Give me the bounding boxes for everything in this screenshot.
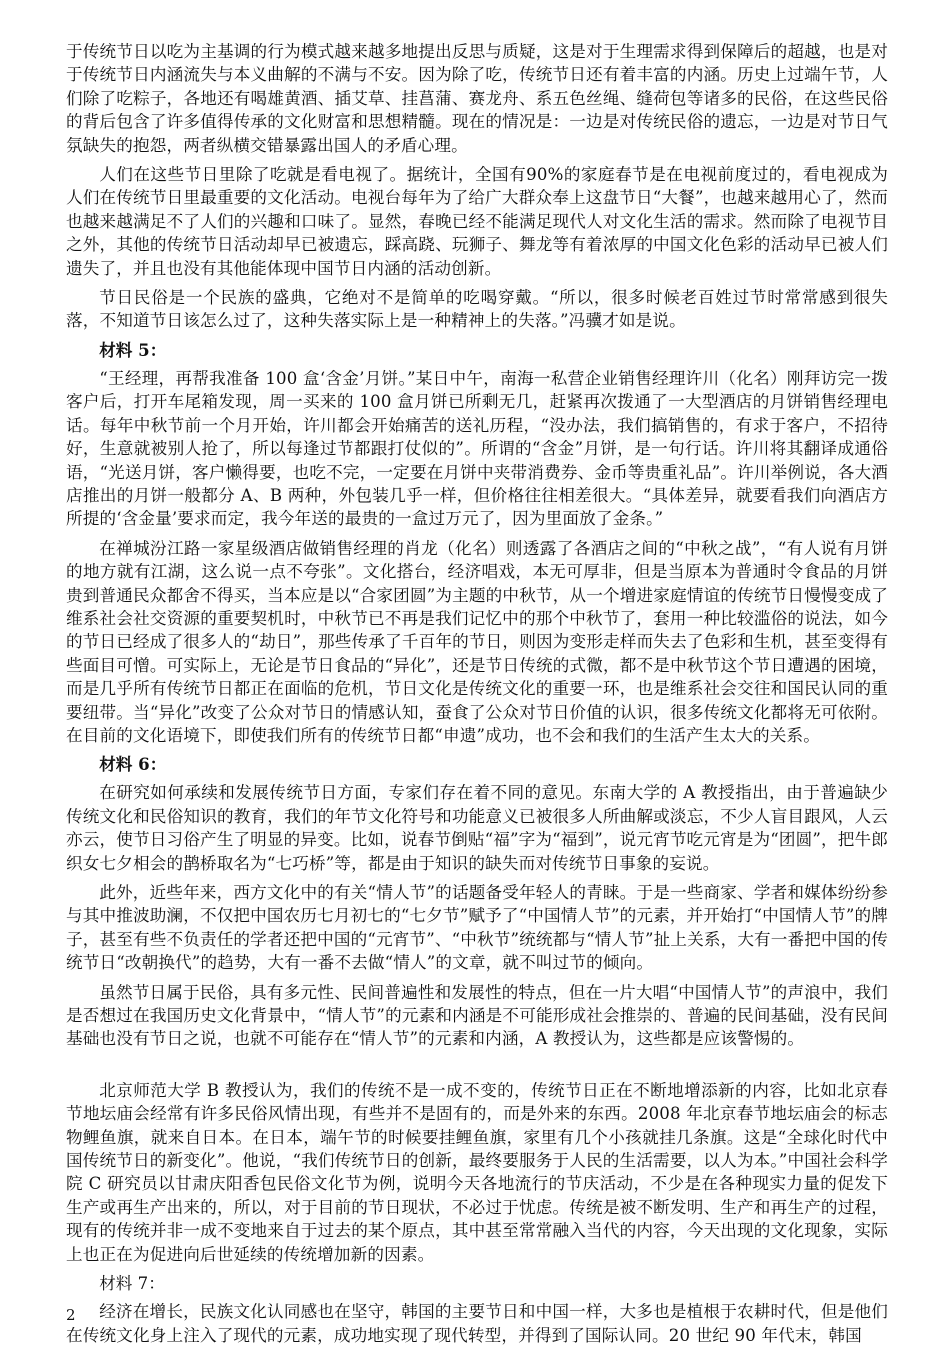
paragraph: 经济在增长，民族文化认同感也在坚守，韩国的主要节日和中国一样，大多也是植根于农耕时代，但是他们在传统文化身上注入了现代的元素，成功地实现了现代转型，并得到了国际认同。20 世纪 90 年代末，韩国	[66, 1302, 888, 1345]
material-6-heading: 材料 6：	[99, 754, 167, 775]
paragraph: 此外，近些年来，西方文化中的有关“情人节”的话题备受年轻人的青睐。于是一些商家、学者和媒体纷纷参与其中推波助澜，不仅把中国农历七月初七的“七夕节”赋予了“中国情人节”的元素，并开始打“中国情人节”的牌子，甚至有些不负责任的学者还把中国的“元宵节”、“中秋节”统统都与“情人节”扯上关系，大有一番把中国的传统节日“改朝换代”的趋势，大有一番不去做“情人”的文章，就不叫过节的倾向。	[66, 883, 889, 973]
paragraph: 节日民俗是一个民族的盛典，它绝对不是简单的吃喝穿戴。“所以，很多时候老百姓过节时常常感到很失落，不知道节日该怎么过了，这种失落实际上是一种精神上的失落。”冯骥才如是说。	[66, 288, 888, 331]
paragraph: 于传统节日以吃为主基调的行为模式越来越多地提出反思与质疑，这是对于生理需求得到保障后的超越，也是对于传统节日内涵流失与本义曲解的不满与不安。因为除了吃，传统节日还有着丰富的内涵。历史上过端午节，人们除了吃粽子，各地还有喝雄黄酒、插艾草、挂菖蒲、赛龙舟、系五色丝绳、缝荷包等诸多的民俗，在这些民俗的背后包含了许多值得传承的文化财富和思想精髓。现在的情况是：一边是对传统民俗的遗忘，一边是对节日气氛缺失的抱怨，两者纵横交错暴露出国人的矛盾心理。	[66, 42, 888, 155]
paragraph: 在禅城汾江路一家星级酒店做销售经理的肖龙（化名）则透露了各酒店之间的“中秋之战”，“有人说有月饼的地方就有江湖，这么说一点不夸张”。文化搭台，经济唱戏，本无可厚非，但是当原本为普通时令食品的月饼贵到普通民众都舍不得买，当本应是以“合家团圆”为主题的中秋节，从一个增进家庭情谊的传统节日慢慢变成了维系社会社交资源的重要契机时，中秋节已不再是我们记忆中的那个中秋节了，套用一种比较滥俗的说法，如今的节日已经成了很多人的“劫日”，那些传承了千百年的节日，则因为变形走样而失去了色彩和生机，甚至变得有些面目可憎。可实际上，无论是节日食品的“异化”，还是节日传统的式微，都不是中秋节这个节日遭遇的困境，而是几乎所有传统节日都正在面临的危机，节日文化是传统文化的重要一环，也是维系社会交往和国民认同的重要纽带。当“异化”改变了公众对节日的情感认知，蚕食了公众对节日价值的认识，很多传统文化都将无可依附。在目前的文化语境下，即使我们所有的传统节日都“申遗”成功，也不会和我们的生活产生太大的关系。	[66, 538, 888, 745]
material-5-heading: 材料 5：	[99, 339, 167, 360]
page-number: 2	[66, 1306, 76, 1324]
paragraph: 人们在这些节日里除了吃就是看电视了。据统计，全国有90%的家庭春节是在电视前度过的，看电视成为人们在传统节日里最重要的文化活动。电视台每年为了给广大群众奉上这盘节日“大餐”，也越来越用心了，然而也越来越满足不了人们的兴趣和口味了。显然，春晚已经不能满足现代人对文化生活的需求。然而除了电视节目之外，其他的传统节日活动却早已被遗忘，踩高跷、玩狮子、舞龙等有着浓厚的中国文化色彩的活动早已被人们遗失了，并且也没有其他能体现中国节日内涵的活动创新。	[66, 165, 888, 278]
document-page	[66, 40, 888, 1353]
paragraph: 在研究如何承续和发展传统节日方面，专家们存在着不同的意见。东南大学的 A 教授指出，由于普遍缺少传统文化和民俗知识的教育，我们的年节文化符号和功能意义已被很多人所曲解或淡忘，不少人盲目跟风，人云亦云，使节日习俗产生了明显的异变。比如，说春节倒贴“福”字为“福到”，说元宵节吃元宵是为“团圆”，把牛郎织女七夕相会的鹊桥取名为“七巧桥”等，都是由于知识的缺失而对传统节日事象的妄说。	[66, 783, 889, 873]
paragraph: 北京师范大学 B 教授认为，我们的传统不是一成不变的，传统节日正在不断地增添新的内容，比如北京春节地坛庙会经常有许多民俗风情出现，有些并不是固有的，而是外来的东西。2008 年北京春节地坛庙会的标志物鲤鱼旗，就来自日本。在日本，端午节的时候要挂鲤鱼旗，家里有几个小孩就挂几条旗。这是“全球化时代中国传统节日的新变化”。他说，“我们传统节日的创新，最终要服务于人民的生活需要，以人为本。”中国社会科学院 C 研究员以甘肃庆阳香包民俗文化节为例，说明今天各地流行的节庆活动，不少是在各种现实力量的促发下生产或再生产出来的，所以，对于目前的节日现状，不必过于忧虑。传统是被不断发明、生产和再生产的过程，现有的传统并非一成不变地来自于过去的某个原点，其中甚至常常融入当代的内容，今天出现的文化现象，实际上也正在为促进向后世延续的传统增加新的因素。	[66, 1080, 888, 1264]
paragraph: 虽然节日属于民俗，具有多元性、民间普遍性和发展性的特点，但在一片大唱“中国情人节”的声浪中，我们是否想过在我国历史文化背景中，“情人节”的元素和内涵是不可能形成社会推崇的、普遍的民间基础，没有民间基础也没有节日之说，也就不可能存在“情人节”的元素和内涵，A 教授认为，这些都是应该警惕的。	[66, 982, 888, 1049]
section-spacer	[66, 1057, 888, 1079]
material-7-heading: 材料 7：	[99, 1274, 165, 1294]
paragraph: “王经理，再帮我准备 100 盒‘含金’月饼。”某日中午，南海一私营企业销售经理许川（化名）刚拜访完一拨客户后，打开车尾箱发现，周一买来的 100 盒月饼已所剩无几，赶紧再次拨通了一大型酒店的月饼销售经理电话。每年中秋节前一个月开始，许川都会开始痛苦的送礼历程，“没办法，我们搞销售的，有求于客户，不招待好，生意就被别人抢了，所以每逢过节都跟打仗似的”。所谓的“含金”月饼，是一句行话。许川将其翻译成通俗语，“光送月饼，客户懒得要，也吃不完，一定要在月饼中夹带消费券、金币等贵重礼品”。许川举例说，各大酒店推出的月饼一般都分 A、B 两种，外包装几乎一样，但价格往往相差很大。“具体差异，就要看我们向酒店方所提的‘含金量’要求而定，我今年送的最贵的一盒过万元了，因为里面放了金条。”	[66, 368, 888, 529]
